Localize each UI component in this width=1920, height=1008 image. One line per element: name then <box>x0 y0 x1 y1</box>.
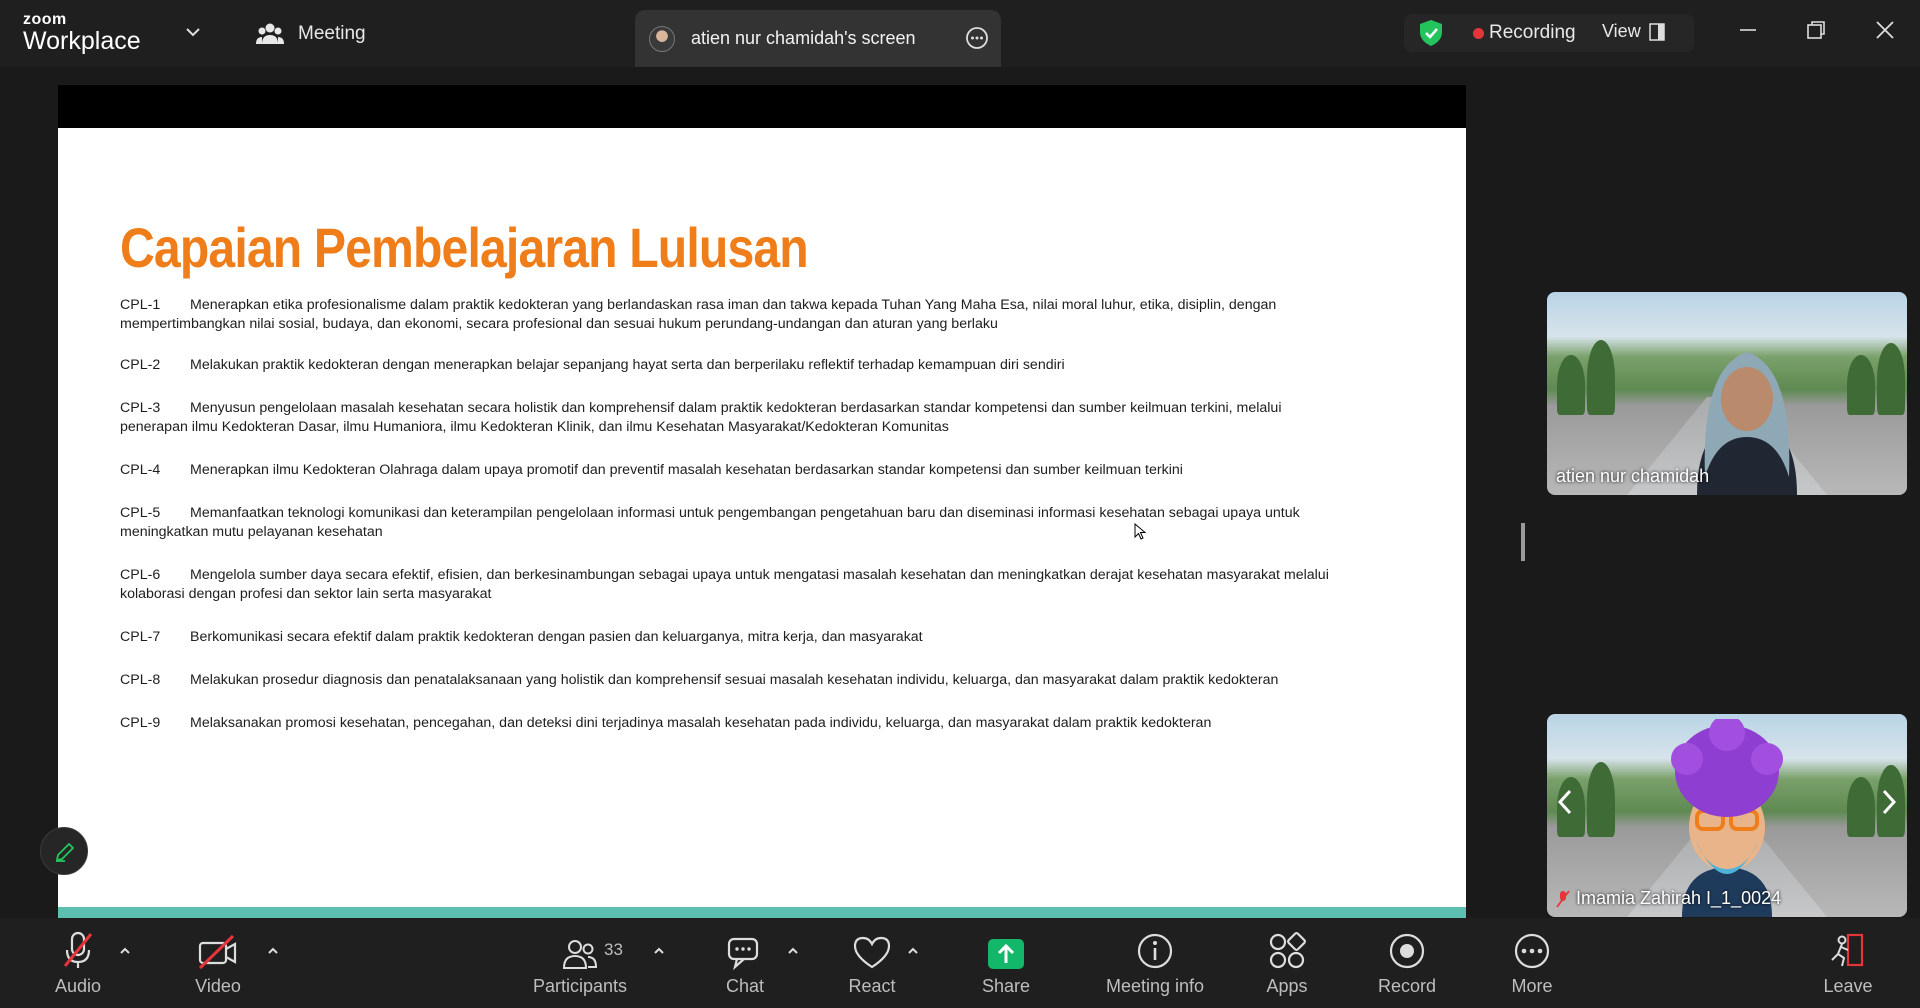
apps-button[interactable] <box>1264 918 1310 1008</box>
cpl-text-cont: kolaborasi dengan profesi dan sektor lain serta masyarakat <box>120 586 492 602</box>
participants-icon <box>563 938 597 970</box>
recording-dot-icon <box>1473 28 1484 39</box>
annotate-button[interactable] <box>40 827 88 875</box>
top-bar <box>0 0 1920 67</box>
slide-title: Capaian Pembelajaran Lulusan <box>120 216 808 279</box>
meeting-toolbar <box>0 918 1920 1008</box>
cpl-code: CPL-8 <box>120 672 161 688</box>
cpl-text: Memanfaatkan teknologi komunikasi dan keterampilan pengelolaan informasi untuk pengembangan pengetahuan baru dan diseminasi informasi kesehatan sebagai upaya untuk <box>190 505 1300 521</box>
chat-button[interactable] <box>720 918 770 1008</box>
audio-label: Audio <box>54 976 102 996</box>
close-icon[interactable] <box>1873 18 1897 42</box>
chevron-right-icon[interactable] <box>1877 787 1899 817</box>
view-button[interactable] <box>1602 21 1665 42</box>
heart-icon <box>853 936 891 970</box>
cpl-text: Melakukan praktik kedokteran dengan menerapkan belajar sepanjang hayat serta dan berperilaku reflektif terhadap kemampuan diri sendiri <box>190 357 1065 373</box>
cpl-code: CPL-7 <box>120 629 161 645</box>
cpl-text: Berkomunikasi secara efektif dalam praktik kedokteran dengan pasien dan keluarganya, mitra kerja, dan masyarakat <box>190 629 923 645</box>
meeting-tab-label: Meeting <box>298 23 366 44</box>
list-item <box>120 399 1410 437</box>
video-button[interactable] <box>186 918 250 1008</box>
chevron-up-icon[interactable] <box>118 944 132 958</box>
video-label: Video <box>195 976 241 996</box>
cpl-text: Melaksanakan promosi kesehatan, pencegahan, dan deteksi dini terjadinya masalah kesehatan pada individu, keluarga, dan masyarakat dalam praktik kedokteran <box>190 715 1212 731</box>
chevron-up-icon[interactable] <box>652 944 666 958</box>
recording-status-group <box>1404 14 1694 52</box>
cpl-text: Menerapkan etika profesionalisme dalam praktik kedokteran yang berlandaskan rasa iman dan takwa kepada Tuhan Yang Maha Esa, nilai moral luhur, etika, disiplin, dengan <box>190 297 1277 313</box>
cpl-text-cont: penerapan ilmu Kedokteran Dasar, ilmu Humaniora, ilmu Kedokteran Klinik, dan ilmu Kesehatan Masyarakat/Kedokteran Komunitas <box>120 419 949 435</box>
cpl-code: CPL-1 <box>120 297 161 313</box>
pencil-icon <box>53 840 77 864</box>
security-shield-icon[interactable] <box>1418 19 1444 47</box>
record-label: Record <box>1377 976 1437 996</box>
react-button[interactable] <box>844 918 900 1008</box>
cpl-code: CPL-6 <box>120 567 161 583</box>
panel-resize-handle[interactable] <box>1521 523 1525 561</box>
chevron-left-icon[interactable] <box>1555 787 1577 817</box>
share-screen-icon <box>987 938 1025 970</box>
list-item <box>120 356 1410 375</box>
cpl-code: CPL-5 <box>120 505 161 521</box>
restore-icon[interactable] <box>1804 18 1828 42</box>
cpl-code: CPL-4 <box>120 462 161 478</box>
share-label: Share <box>981 976 1031 996</box>
cpl-text-cont: mempertimbangkan nilai sosial, budaya, dan ekonomi, secara profesional dan sesuai hukum perundang-undangan dan aturan yang berlaku <box>120 316 998 332</box>
list-item <box>120 296 1410 334</box>
participants-icon <box>256 22 284 46</box>
avatar <box>649 26 675 52</box>
participants-button[interactable] <box>530 918 630 1008</box>
more-button[interactable] <box>1509 918 1555 1008</box>
video-tile-imamia[interactable] <box>1547 714 1907 917</box>
leave-icon <box>1828 932 1868 970</box>
meeting-info-button[interactable] <box>1100 918 1210 1008</box>
participant-name-row <box>1556 888 1781 909</box>
logo-workplace-text: Workplace <box>23 27 141 55</box>
chevron-up-icon[interactable] <box>266 944 280 958</box>
meeting-tab[interactable] <box>256 22 366 46</box>
cpl-text: Mengelola sumber daya secara efektif, efisien, dan berkesinambungan sebagai upaya untuk mengatasi masalah kesehatan dan meningkatkan derajat kesehatan masyarakat melalui <box>190 567 1329 583</box>
meeting-stage <box>0 67 1920 918</box>
cpl-text: Menyusun pengelolaan masalah kesehatan secara holistik dan komprehensif dalam praktik kedokteran berdasarkan standar kompetensi dan sumber keilmuan terkini, melalui <box>190 400 1282 416</box>
cpl-text-cont: meningkatkan mutu pelayanan kesehatan <box>120 524 383 540</box>
video-camera-off-icon <box>197 934 239 970</box>
screen-share-tab[interactable] <box>635 10 1001 67</box>
leave-button[interactable] <box>1823 918 1873 1008</box>
shared-screen <box>58 85 1466 919</box>
chevron-down-icon[interactable] <box>183 22 203 42</box>
participants-label: Participants <box>532 976 628 996</box>
microphone-muted-icon <box>61 930 95 970</box>
mouse-cursor-icon <box>1134 523 1148 541</box>
muted-mic-icon <box>1556 890 1570 908</box>
list-item <box>120 504 1410 542</box>
participant-name: Imamia Zahirah I_1_0024 <box>1576 888 1782 908</box>
view-label: View <box>1602 21 1641 41</box>
meeting-info-label: Meeting info <box>1105 976 1205 996</box>
react-label: React <box>848 976 896 996</box>
leave-label: Leave <box>1823 976 1873 996</box>
list-item <box>120 714 1410 733</box>
share-button[interactable] <box>979 918 1033 1008</box>
list-item <box>120 566 1410 604</box>
minimize-icon[interactable] <box>1736 18 1760 42</box>
participant-name: atien nur chamidah <box>1556 466 1710 486</box>
screen-share-tab-label: atien nur chamidah's screen <box>691 28 916 48</box>
chevron-up-icon[interactable] <box>786 944 800 958</box>
apps-label: Apps <box>1266 976 1308 996</box>
chat-label: Chat <box>725 976 765 996</box>
record-icon <box>1388 932 1426 970</box>
more-icon <box>1513 932 1551 970</box>
more-options-icon[interactable] <box>965 26 989 50</box>
zoom-workplace-logo[interactable] <box>23 12 141 54</box>
video-tile-atien[interactable] <box>1547 292 1907 495</box>
list-item <box>120 671 1410 690</box>
cpl-code: CPL-2 <box>120 357 161 373</box>
cpl-text: Menerapkan ilmu Kedokteran Olahraga dalam upaya promotif dan preventif masalah kesehatan berdasarkan standar kompetensi dan sumber keilmuan terkini <box>190 462 1183 478</box>
list-item <box>120 628 1410 647</box>
record-button[interactable] <box>1378 918 1436 1008</box>
participants-count: 33 <box>604 940 623 959</box>
list-item <box>120 461 1410 480</box>
chevron-up-icon[interactable] <box>906 944 920 958</box>
audio-button[interactable] <box>44 918 112 1008</box>
more-label: More <box>1511 976 1553 996</box>
shared-screen-top-bar <box>58 85 1466 128</box>
grid-view-icon <box>1649 23 1665 41</box>
info-icon <box>1136 932 1174 970</box>
cpl-code: CPL-3 <box>120 400 161 416</box>
logo-zoom-text: zoom <box>23 11 67 28</box>
recording-label[interactable]: Recording <box>1489 22 1576 43</box>
cpl-text: Melakukan prosedur diagnosis dan penatalaksanaan yang holistik dan komprehensif sesuai masalah kesehatan individu, keluarga, dan masyarakat dalam praktik kedokteran <box>190 672 1279 688</box>
chat-bubble-icon <box>727 936 763 970</box>
apps-grid-icon <box>1268 932 1306 970</box>
cpl-code: CPL-9 <box>120 715 161 731</box>
